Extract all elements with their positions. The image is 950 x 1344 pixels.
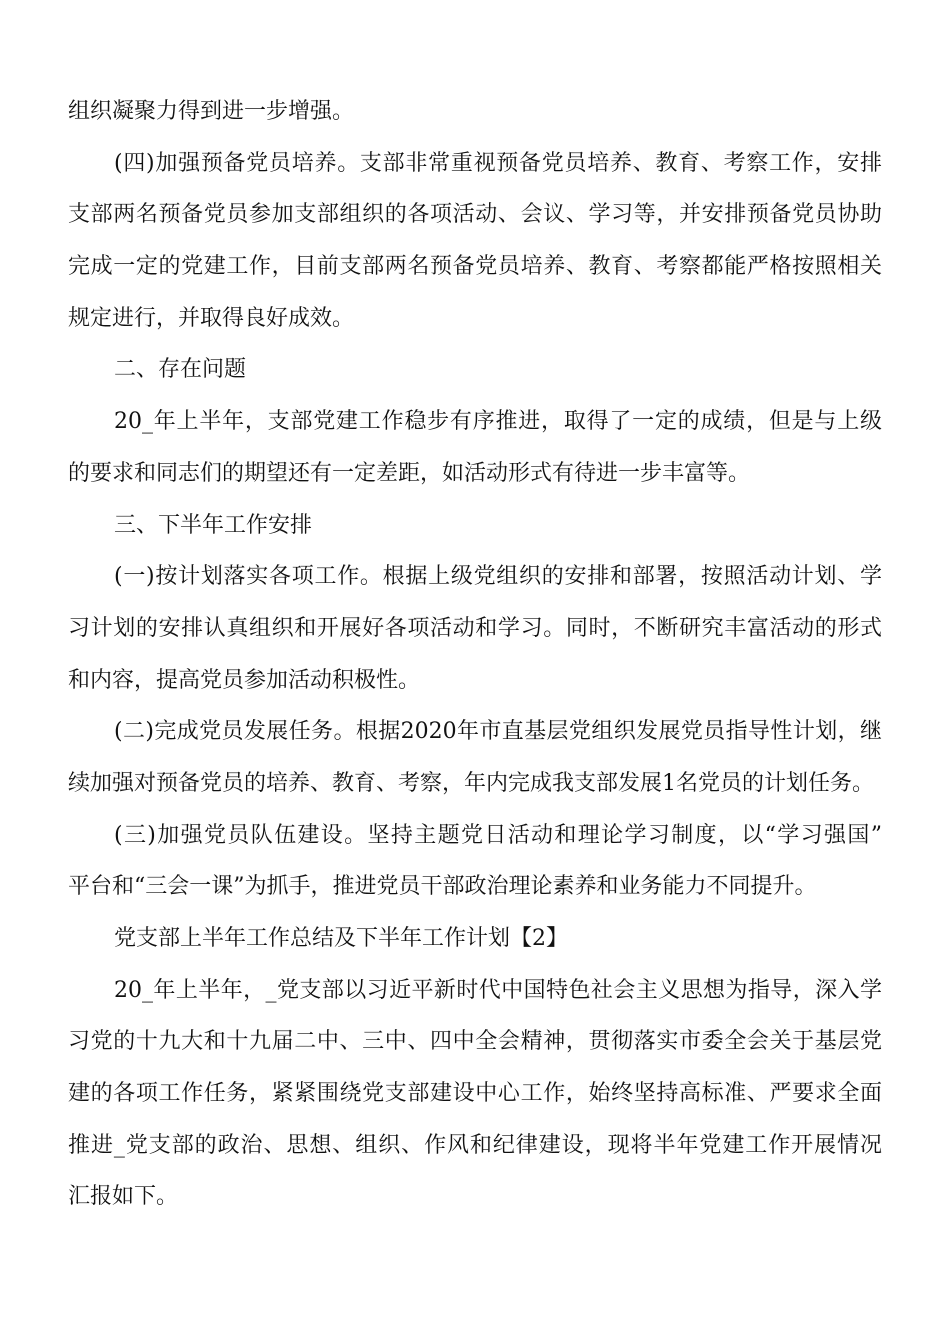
text-line: 习计划的安排认真组织和开展好各项活动和学习。同时，不断研究丰富活动的形式 <box>68 615 882 641</box>
text-line: 续加强对预备党员的培养、教育、考察，年内完成我支部发展1名党员的计划任务。 <box>68 770 874 796</box>
text-line: 的要求和同志们的期望还有一定差距，如活动形式有待进一步丰富等。 <box>68 460 751 486</box>
text-line: 平台和“三会一课”为抓手，推进党员干部政治理论素养和业务能力不同提升。 <box>68 874 817 900</box>
section-heading: 党支部上半年工作总结及下半年工作计划【2】 <box>114 926 568 951</box>
text-line: 规定进行，并取得良好成效。 <box>68 305 355 331</box>
text-line: 和内容，提高党员参加活动积极性。 <box>68 667 421 693</box>
text-line: 支部两名预备党员参加支部组织的各项活动、会议、学习等，并安排预备党员协助 <box>68 202 882 228</box>
text-line: 完成一定的党建工作，目前支部两名预备党员培养、教育、考察都能严格按照相关 <box>68 254 882 280</box>
paragraph-first-line: 20_年上半年，_党支部以习近平新时代中国特色社会主义思想为指导，深入学 <box>114 977 882 1003</box>
section-heading: 三、下半年工作安排 <box>114 512 313 538</box>
document-page <box>68 86 882 1223</box>
text-line: 建的各项工作任务，紧紧围绕党支部建设中心工作，始终坚持高标准、严要求全面 <box>68 1081 882 1107</box>
text-line: 推进_党支部的政治、思想、组织、作风和纪律建设，现将半年党建工作开展情况 <box>68 1132 882 1158</box>
section-heading: 二、存在问题 <box>114 357 247 383</box>
paragraph-first-line: (四)加强预备党员培养。支部非常重视预备党员培养、教育、考察工作，安排 <box>114 150 882 176</box>
paragraph-first-line: (三)加强党员队伍建设。坚持主题党日活动和理论学习制度，以“学习强国” <box>114 822 882 848</box>
paragraph-first-line: (一)按计划落实各项工作。根据上级党组织的安排和部署，按照活动计划、学 <box>114 564 882 590</box>
text-line: 习党的十九大和十九届二中、三中、四中全会精神，贯彻落实市委全会关于基层党 <box>68 1029 882 1055</box>
paragraph-first-line: (二)完成党员发展任务。根据2020年市直基层党组织发展党员指导性计划，继 <box>114 719 882 745</box>
text-line: 组织凝聚力得到进一步增强。 <box>68 99 355 124</box>
paragraph-first-line: 20_年上半年，支部党建工作稳步有序推进，取得了一定的成绩，但是与上级 <box>114 409 882 435</box>
text-line: 汇报如下。 <box>68 1184 179 1210</box>
